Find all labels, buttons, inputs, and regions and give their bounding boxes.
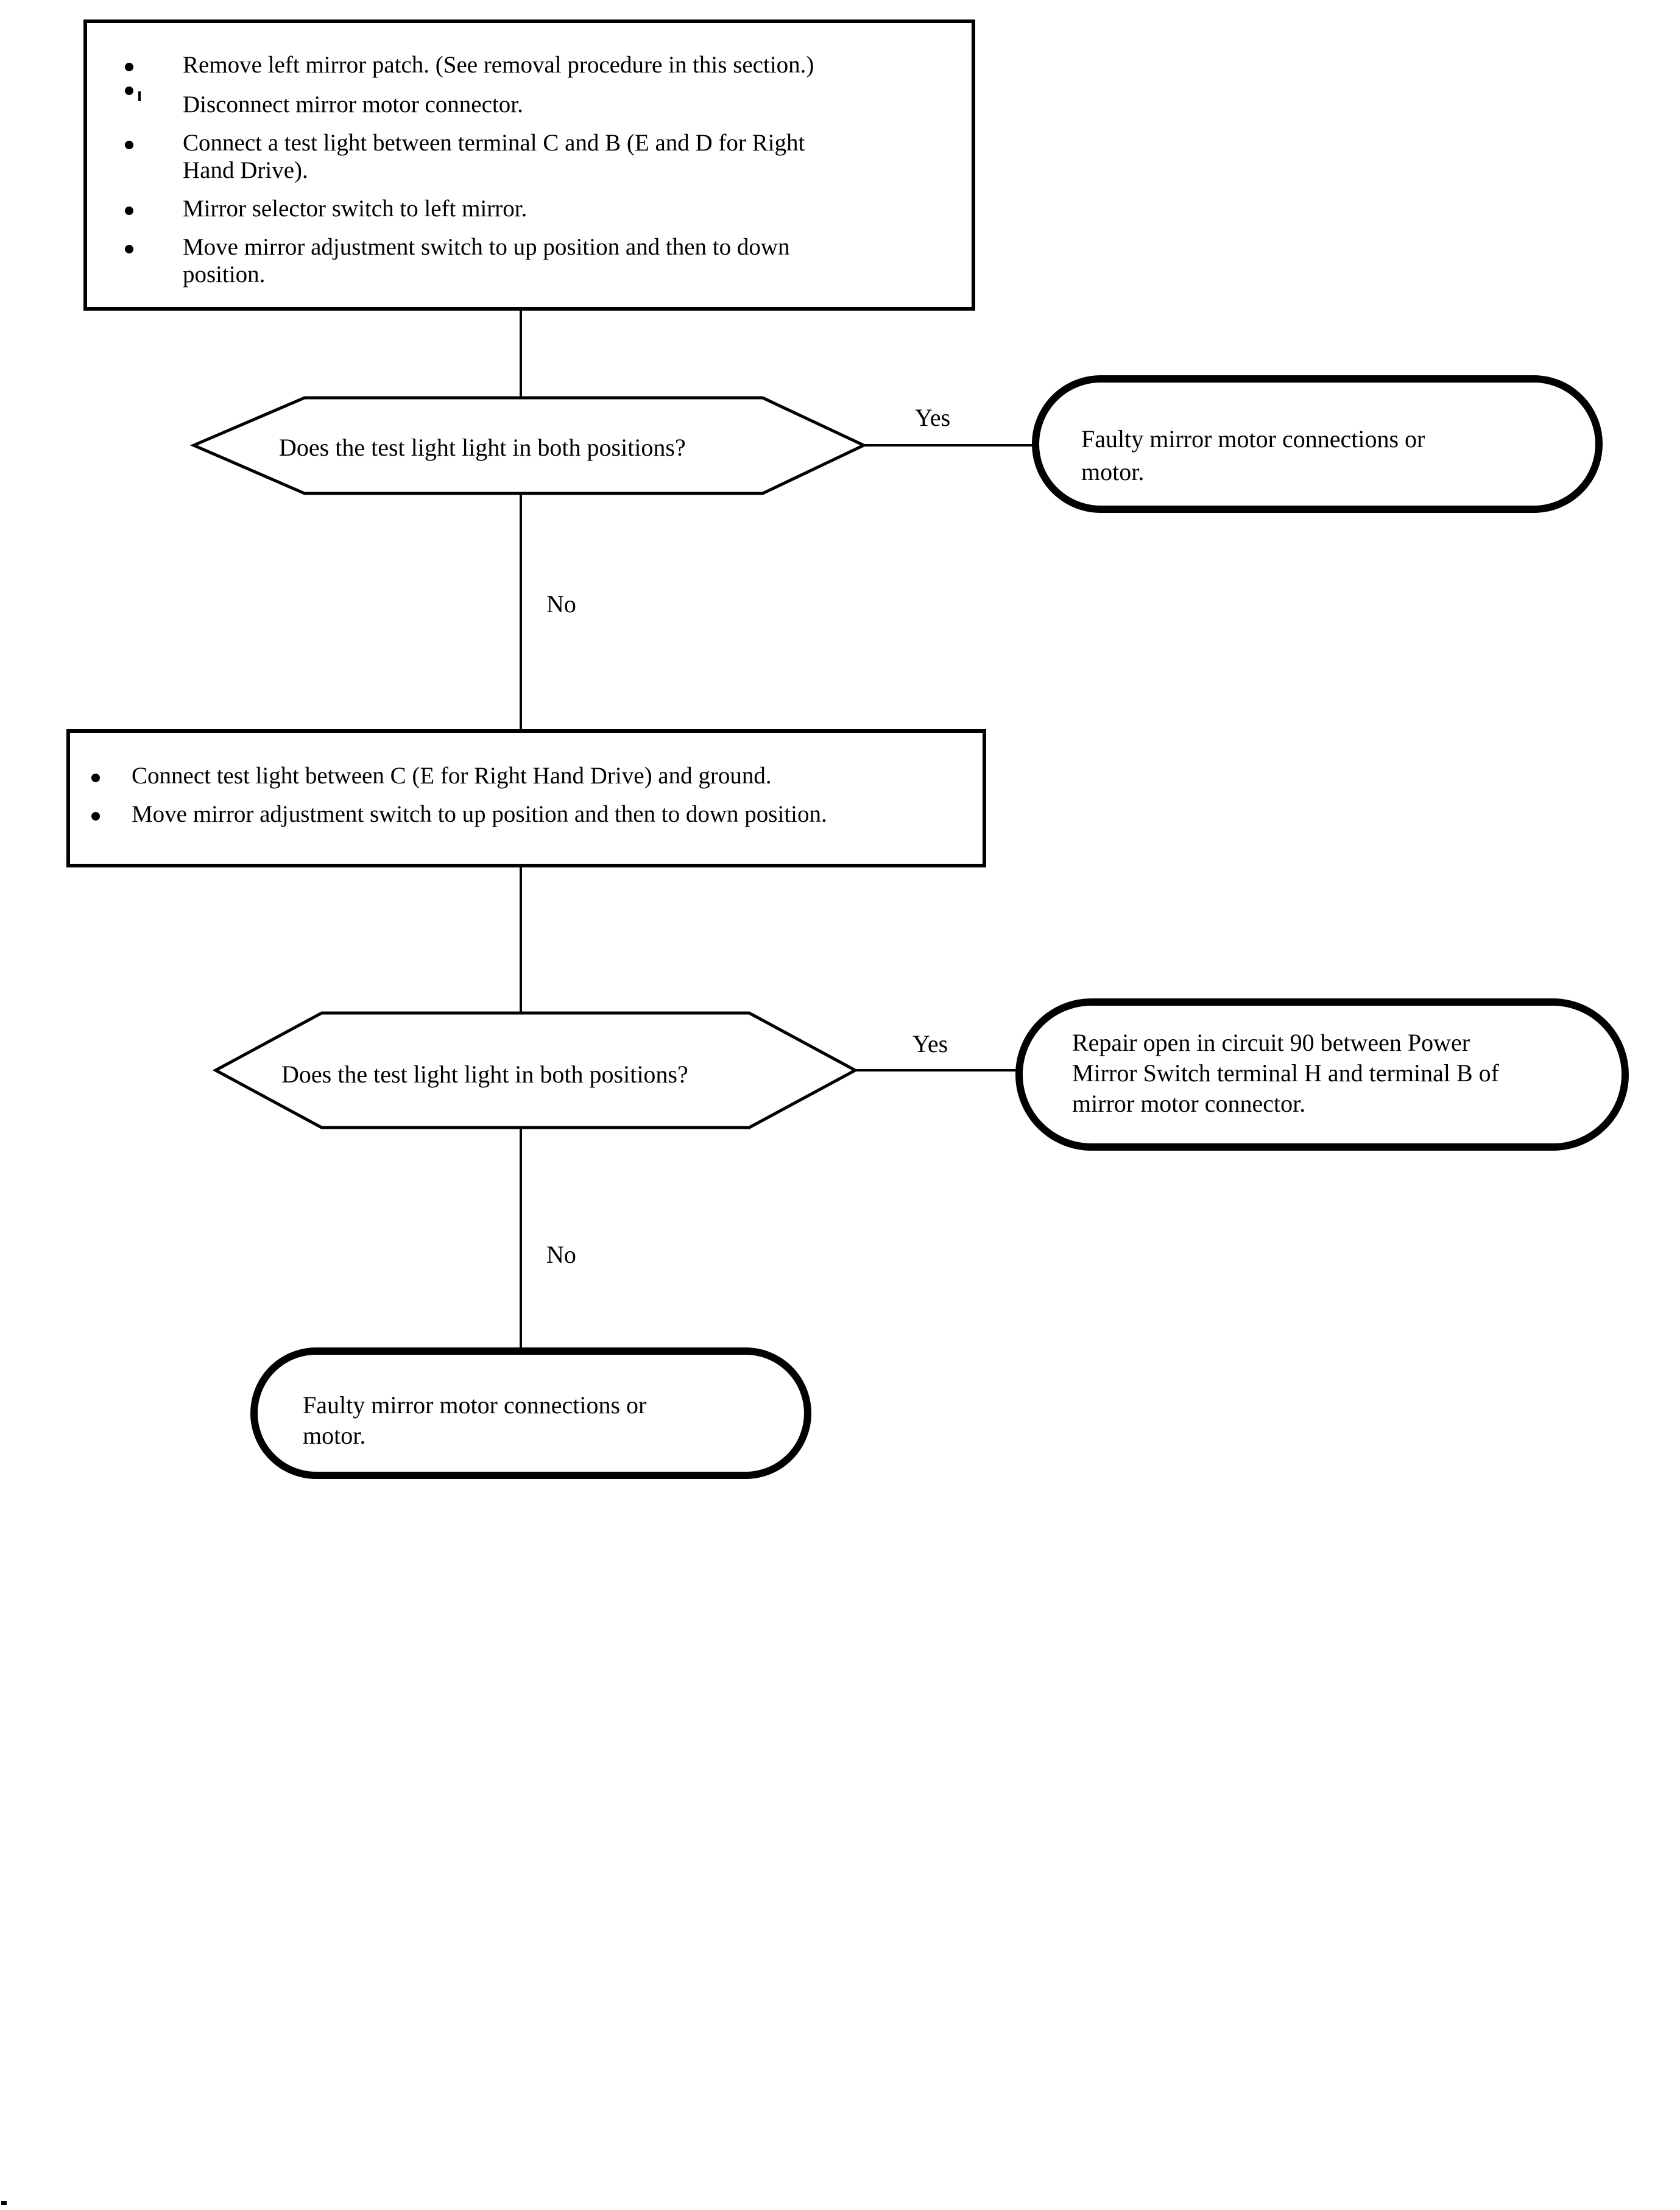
step1-bullet-2 (125, 91, 523, 118)
result-line: Repair open in circuit 90 between Power (1072, 1029, 1470, 1056)
step2-bullet-1 (91, 762, 772, 789)
step-text: position. (183, 261, 266, 288)
result-line: motor. (303, 1422, 366, 1449)
step-text: Mirror selector switch to left mirror. (183, 196, 528, 222)
scan-artifact-corner (1, 2201, 7, 2205)
yes-label-2: Yes (912, 1030, 948, 1057)
decision1-question: Does the test light light in both positions? (279, 434, 686, 461)
result-yes2-text (1072, 1028, 1499, 1119)
result-line: Faulty mirror motor connections or (1081, 425, 1425, 453)
bullet-icon (91, 774, 100, 782)
result-yes1-text (1081, 423, 1425, 489)
decision2-question: Does the test light light in both positions? (281, 1061, 688, 1088)
result-line: mirror motor connector. (1072, 1090, 1306, 1117)
step-text: Disconnect mirror motor connector. (183, 91, 523, 118)
result-line: Mirror Switch terminal H and terminal B of (1072, 1059, 1499, 1087)
no-label-1: No (546, 590, 576, 618)
bullet-icon (125, 207, 133, 215)
result-no2-text (303, 1390, 646, 1451)
result-line: Faulty mirror motor connections or (303, 1391, 647, 1419)
step-text: Move mirror adjustment switch to up position and then to down position. (132, 801, 827, 827)
bullet-icon (125, 245, 133, 253)
bullet-icon (125, 63, 133, 71)
no-label-2: No (546, 1241, 576, 1268)
result-line: motor. (1081, 458, 1145, 485)
step1-bullet-1 (125, 51, 814, 79)
step1-bullet-4 (125, 195, 527, 222)
step1-bullet-5 (125, 233, 790, 288)
step2-bullet-2 (91, 800, 827, 828)
bullet-icon (91, 812, 100, 821)
scan-artifact-tick (138, 91, 141, 101)
step-text: Connect test light between C (E for Right Hand Drive) and ground. (132, 763, 772, 789)
step-text: Remove left mirror patch. (See removal procedure in this section.) (183, 52, 814, 78)
bullet-icon (125, 141, 133, 149)
step-text: Connect a test light between terminal C and B (E and D for Right (183, 130, 805, 156)
procedure-box-2 (68, 731, 984, 866)
step1-bullet-3 (125, 129, 805, 184)
step-text: Move mirror adjustment switch to up position and then to down (183, 234, 790, 260)
bullet-icon (125, 86, 133, 95)
step-text: Hand Drive). (183, 157, 308, 183)
yes-label-1: Yes (915, 404, 951, 431)
